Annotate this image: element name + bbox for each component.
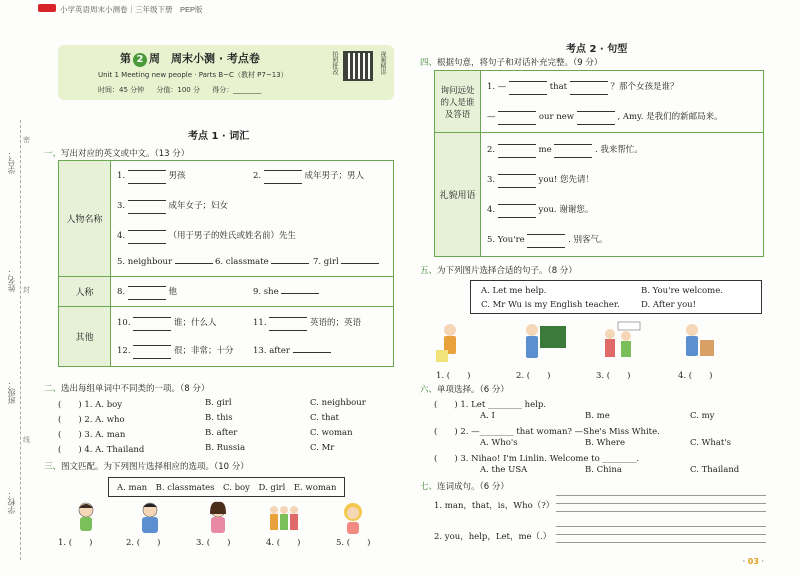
mc-option: B. me: [585, 411, 610, 421]
mc-stem: ( ) 2. A. who: [58, 415, 125, 425]
writing-line[interactable]: [556, 526, 766, 527]
answer-blank[interactable]: [281, 285, 319, 294]
welcome-picture-icon: [686, 324, 714, 356]
title-prefix: 第: [120, 52, 131, 65]
mc-option: B. Russia: [205, 443, 246, 453]
mc-option: C. neighbour: [310, 398, 366, 408]
sentence-row: [487, 202, 757, 218]
binding-cut-mark: 密: [23, 136, 30, 144]
q3-number: 三、: [44, 462, 62, 472]
q2-number: 二、: [44, 384, 62, 394]
q6-number: 六、: [420, 385, 438, 395]
item-text: 很；非常；十分: [173, 345, 234, 356]
title-suffix: 周 周末小测 · 考点卷: [149, 52, 260, 65]
q3-text: 图文匹配。为下列图片选择相应的选项。（10 分）: [61, 462, 249, 472]
mc-option: A. Who's: [480, 438, 518, 448]
q2-text: 选出每组单词中不同类的一项。（8 分）: [61, 384, 210, 394]
answer-blank[interactable]: [570, 85, 608, 95]
sentence-row: [487, 172, 757, 188]
item-text: 6. classmate: [215, 256, 269, 267]
item-number: 8.: [117, 286, 126, 297]
answer-blank[interactable]: [128, 234, 166, 244]
vocab-table: [58, 160, 394, 367]
sentence-row: [487, 142, 757, 158]
item-number: 2.: [253, 170, 262, 181]
writing-line[interactable]: [556, 495, 766, 496]
q7-sentence: 2. you，help，Let，me（.）: [434, 532, 552, 542]
item-text: that: [549, 81, 568, 92]
item-text: 5. neighbour: [117, 256, 173, 267]
classmates-picture-icon: [270, 506, 298, 530]
q3-options-box: A. man B. classmates C. boy D. girl E. woman: [108, 477, 345, 497]
binding-school-label: 学校：: [7, 490, 16, 514]
q3-pictures: [58, 500, 398, 536]
q5-answer[interactable]: 2. ( ): [516, 371, 551, 381]
q3-answer[interactable]: 1. ( ): [58, 538, 93, 548]
kp2-title: 考点 2 · 句型: [566, 44, 628, 55]
writing-line[interactable]: [556, 511, 766, 512]
item-number: 4.: [487, 204, 496, 215]
item-text: you. 谢谢您。: [538, 204, 594, 215]
page-number: · 03 ·: [742, 557, 764, 566]
item-text: 9. she: [253, 286, 279, 297]
item-text: 他: [168, 286, 178, 297]
score-got: 得分：________: [212, 86, 262, 94]
answer-blank[interactable]: [269, 321, 307, 331]
item-number: 3.: [487, 174, 496, 185]
mc-row[interactable]: ( ) 3. Nihao! I'm Linlin. Welcome to ________.: [434, 454, 640, 464]
mc-row[interactable]: ( ) 1. Let ________ help.: [434, 400, 547, 410]
series-title: 小学英语周末小测卷｜三年级下册 PEP版: [60, 5, 203, 14]
girl-picture-icon: [344, 503, 362, 534]
item-number: 4.: [117, 230, 126, 241]
q3-answer[interactable]: 2. ( ): [126, 538, 161, 548]
mc-row[interactable]: [58, 443, 144, 455]
sentence-row: [487, 79, 757, 95]
week-number: 2: [133, 53, 147, 67]
answer-blank[interactable]: [554, 148, 592, 158]
item-number: 12.: [117, 345, 131, 356]
mc-option: B. after: [205, 428, 238, 438]
qr-code-icon[interactable]: [343, 51, 373, 81]
teacher-picture-icon: [526, 324, 566, 358]
mc-stem: ( ) 4. A. Thailand: [58, 445, 145, 455]
q7-sentence: 1. man，that，is，Who（?）: [434, 501, 555, 511]
item-text: 7. girl: [313, 256, 339, 267]
item-text: 13. after: [253, 345, 290, 356]
answer-blank[interactable]: [128, 204, 166, 214]
vocab-row: [117, 254, 387, 270]
answer-blank[interactable]: [271, 255, 309, 264]
item-text: me: [538, 144, 552, 155]
item-text: , Amy. 是我们的新邮局来。: [617, 111, 723, 122]
quiz-header: [58, 45, 394, 100]
q1-title: [44, 147, 189, 159]
vocab-row: [117, 168, 387, 184]
item-number: —: [487, 111, 496, 122]
answer-blank[interactable]: [498, 148, 536, 158]
quiz-title: [120, 50, 260, 67]
cat-other: 其他: [59, 307, 111, 367]
item-number: 3.: [117, 200, 126, 211]
mc-option: B. China: [585, 465, 622, 475]
helping-picture-icon: [436, 324, 456, 362]
item-text: . 我来帮忙。: [595, 144, 643, 155]
q5-answer[interactable]: 4. ( ): [678, 371, 713, 381]
vocab-row: [117, 315, 387, 331]
answer-blank[interactable]: [133, 321, 171, 331]
binding-cut-mark: 封: [23, 286, 30, 294]
option-d: D. After you!: [641, 300, 697, 310]
binding-class-label: 班级：: [7, 380, 16, 404]
boy-picture-icon: [79, 503, 93, 531]
q2-title: [44, 382, 209, 394]
brand-logo: [38, 4, 56, 12]
q5-options-box: [470, 280, 762, 314]
option-b: B. You're welcome.: [641, 286, 723, 296]
q3-answer[interactable]: 5. ( ): [336, 538, 371, 548]
woman-picture-icon: [210, 502, 226, 533]
q3-title: [44, 460, 249, 472]
vocab-row: [117, 343, 387, 359]
sentence-table: [434, 70, 764, 257]
item-text: （用于男子的姓氏或姓名前）先生: [168, 230, 297, 241]
mc-option: B. girl: [205, 398, 232, 408]
page-number-value: 03: [747, 557, 759, 566]
q5-number: 五、: [420, 266, 438, 276]
mc-option: C. woman: [310, 428, 353, 438]
item-number: 1. —: [487, 81, 507, 92]
q6-title: [420, 383, 509, 395]
answer-blank[interactable]: [128, 290, 166, 300]
binding-dashed-line: [20, 120, 21, 560]
q3-answer[interactable]: 3. ( ): [196, 538, 231, 548]
mc-option: C. that: [310, 413, 339, 423]
mc-option: C. What's: [690, 438, 731, 448]
unit-subtitle: Unit 1 Meeting new people · Parts B~C（教材 P7~13）: [98, 71, 288, 79]
mc-option: B. Where: [585, 438, 625, 448]
q5-text: 为下列图片选择合适的句子。（8 分）: [437, 266, 577, 276]
mc-option: A. the USA: [480, 465, 528, 475]
q1-number: 一、: [44, 149, 62, 159]
mc-stem: ( ) 1. A. boy: [58, 400, 123, 410]
mc-option: C. Thailand: [690, 465, 740, 475]
item-text: you! 您先请！: [538, 174, 595, 185]
answer-blank[interactable]: [133, 349, 171, 359]
mc-row[interactable]: [58, 413, 125, 425]
q5-pictures: [430, 318, 760, 366]
mc-row[interactable]: [58, 428, 125, 440]
q7-text: 连词成句。（6 分）: [437, 482, 509, 492]
option-c: C. Mr Wu is my English teacher.: [481, 300, 620, 310]
top-bar: [0, 0, 800, 18]
answer-blank[interactable]: [498, 115, 536, 125]
q6-text: 单项选择。（6 分）: [437, 385, 509, 395]
item-text: ？那个女孩是谁？: [610, 81, 679, 92]
q3-answer[interactable]: 4. ( ): [266, 538, 301, 548]
item-text: 谁；什么人: [173, 317, 217, 328]
item-number: 10.: [117, 317, 131, 328]
item-text: 英语的；英语: [309, 317, 361, 328]
item-number: 1.: [117, 170, 126, 181]
binding-name-label: 姓名：: [7, 268, 16, 292]
after-you-picture-icon: [605, 322, 640, 357]
man-picture-icon: [142, 503, 158, 533]
quiz-meta: [98, 85, 271, 95]
mc-stem: ( ) 3. A. man: [58, 430, 126, 440]
vocab-row: [117, 228, 387, 244]
item-number: 2.: [487, 144, 496, 155]
sentence-row: [487, 232, 757, 248]
q5-answer[interactable]: 3. ( ): [596, 371, 631, 381]
mc-row[interactable]: ( ) 2. —________ that woman? —She's Miss White.: [434, 427, 660, 437]
answer-blank[interactable]: [293, 344, 331, 353]
item-text: 成年女子；妇女: [168, 200, 229, 211]
binding-id-label: 学号：: [7, 150, 16, 174]
answer-blank[interactable]: [577, 115, 615, 125]
time-limit: 时间：45 分钟: [98, 86, 145, 94]
writing-line[interactable]: [556, 542, 766, 543]
answer-blank[interactable]: [264, 174, 302, 184]
mc-row[interactable]: [58, 398, 122, 410]
answer-blank[interactable]: [509, 85, 547, 95]
vocab-row: [117, 198, 387, 214]
item-text: 男孩: [168, 170, 186, 181]
writing-line[interactable]: [556, 503, 766, 504]
option-a: A. Let me help.: [481, 286, 547, 296]
writing-line[interactable]: [556, 534, 766, 535]
answer-blank[interactable]: [175, 255, 213, 264]
mc-option: C. Mr: [310, 443, 335, 453]
item-text: . 别客气。: [568, 234, 608, 245]
q4-text: 根据句意，将句子和对话补充完整。（9 分）: [437, 58, 603, 68]
q7-title: [420, 480, 509, 492]
qr-right-label: 视频精讲: [379, 51, 386, 75]
mc-option: B. this: [205, 413, 233, 423]
cat-polite: 礼貌用语: [435, 133, 481, 257]
cat-pronoun: 人称: [59, 277, 111, 307]
q5-title: [420, 264, 577, 276]
binding-cut-mark: 线: [23, 436, 30, 444]
q4-number: 四、: [420, 58, 438, 68]
kp1-title: 考点 1 · 词汇: [188, 131, 250, 142]
sentence-row: [487, 109, 757, 125]
mc-option: A. I: [480, 411, 495, 421]
item-text: 成年男子；男人: [304, 170, 365, 181]
q5-answer[interactable]: 1. ( ): [436, 371, 471, 381]
item-number: 11.: [253, 317, 267, 328]
total-score: 分值：100 分: [156, 86, 200, 94]
item-text: 5. You're: [487, 234, 525, 245]
answer-blank[interactable]: [498, 178, 536, 188]
answer-blank[interactable]: [498, 208, 536, 218]
answer-blank[interactable]: [341, 255, 379, 264]
cat-who: 询问远处的人是谁及答语: [435, 71, 481, 133]
q7-number: 七、: [420, 482, 438, 492]
q4-title: [420, 56, 602, 68]
q1-text: 写出对应的英文或中文。（13 分）: [61, 149, 190, 159]
answer-blank[interactable]: [527, 238, 565, 248]
answer-blank[interactable]: [128, 174, 166, 184]
qr-left-label: 拍照批改: [331, 51, 338, 75]
item-text: our new: [538, 111, 575, 122]
vocab-row: [117, 284, 387, 300]
mc-option: C. my: [690, 411, 715, 421]
cat-people: 人物名称: [59, 161, 111, 277]
